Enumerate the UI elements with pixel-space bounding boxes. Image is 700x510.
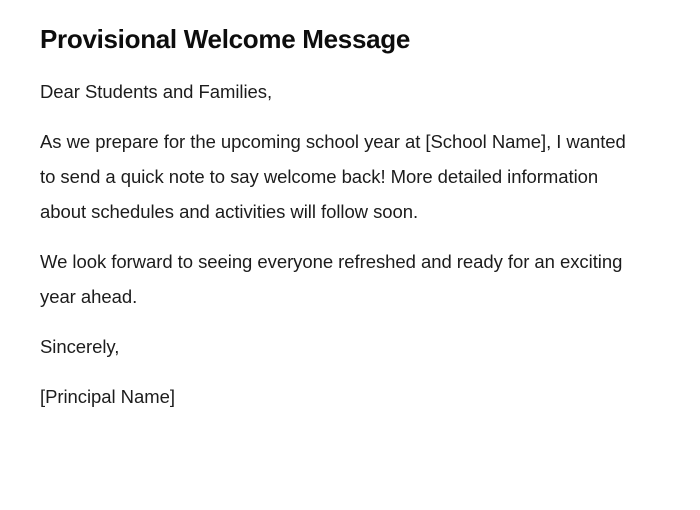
spacer-after-salutation [40, 109, 640, 124]
body-paragraph-2: We look forward to seeing everyone refreshed and ready for an exciting year ahead. [40, 251, 623, 307]
signature-line: [Principal Name] [40, 386, 175, 407]
page-title: Provisional Welcome Message [40, 24, 411, 54]
spacer-after-paragraph-1 [40, 229, 640, 244]
spacer-after-title [40, 56, 640, 74]
salutation-line: Dear Students and Families, [40, 81, 273, 102]
spacer-after-paragraph-2 [40, 314, 640, 329]
body-paragraph-1: As we prepare for the upcoming school year at [School Name], I wanted to send a quick note to say welcome back! More detailed information about schedules and activities will follow soon. [40, 131, 626, 222]
spacer-after-closing [40, 364, 640, 379]
closing-line: Sincerely, [40, 336, 120, 357]
